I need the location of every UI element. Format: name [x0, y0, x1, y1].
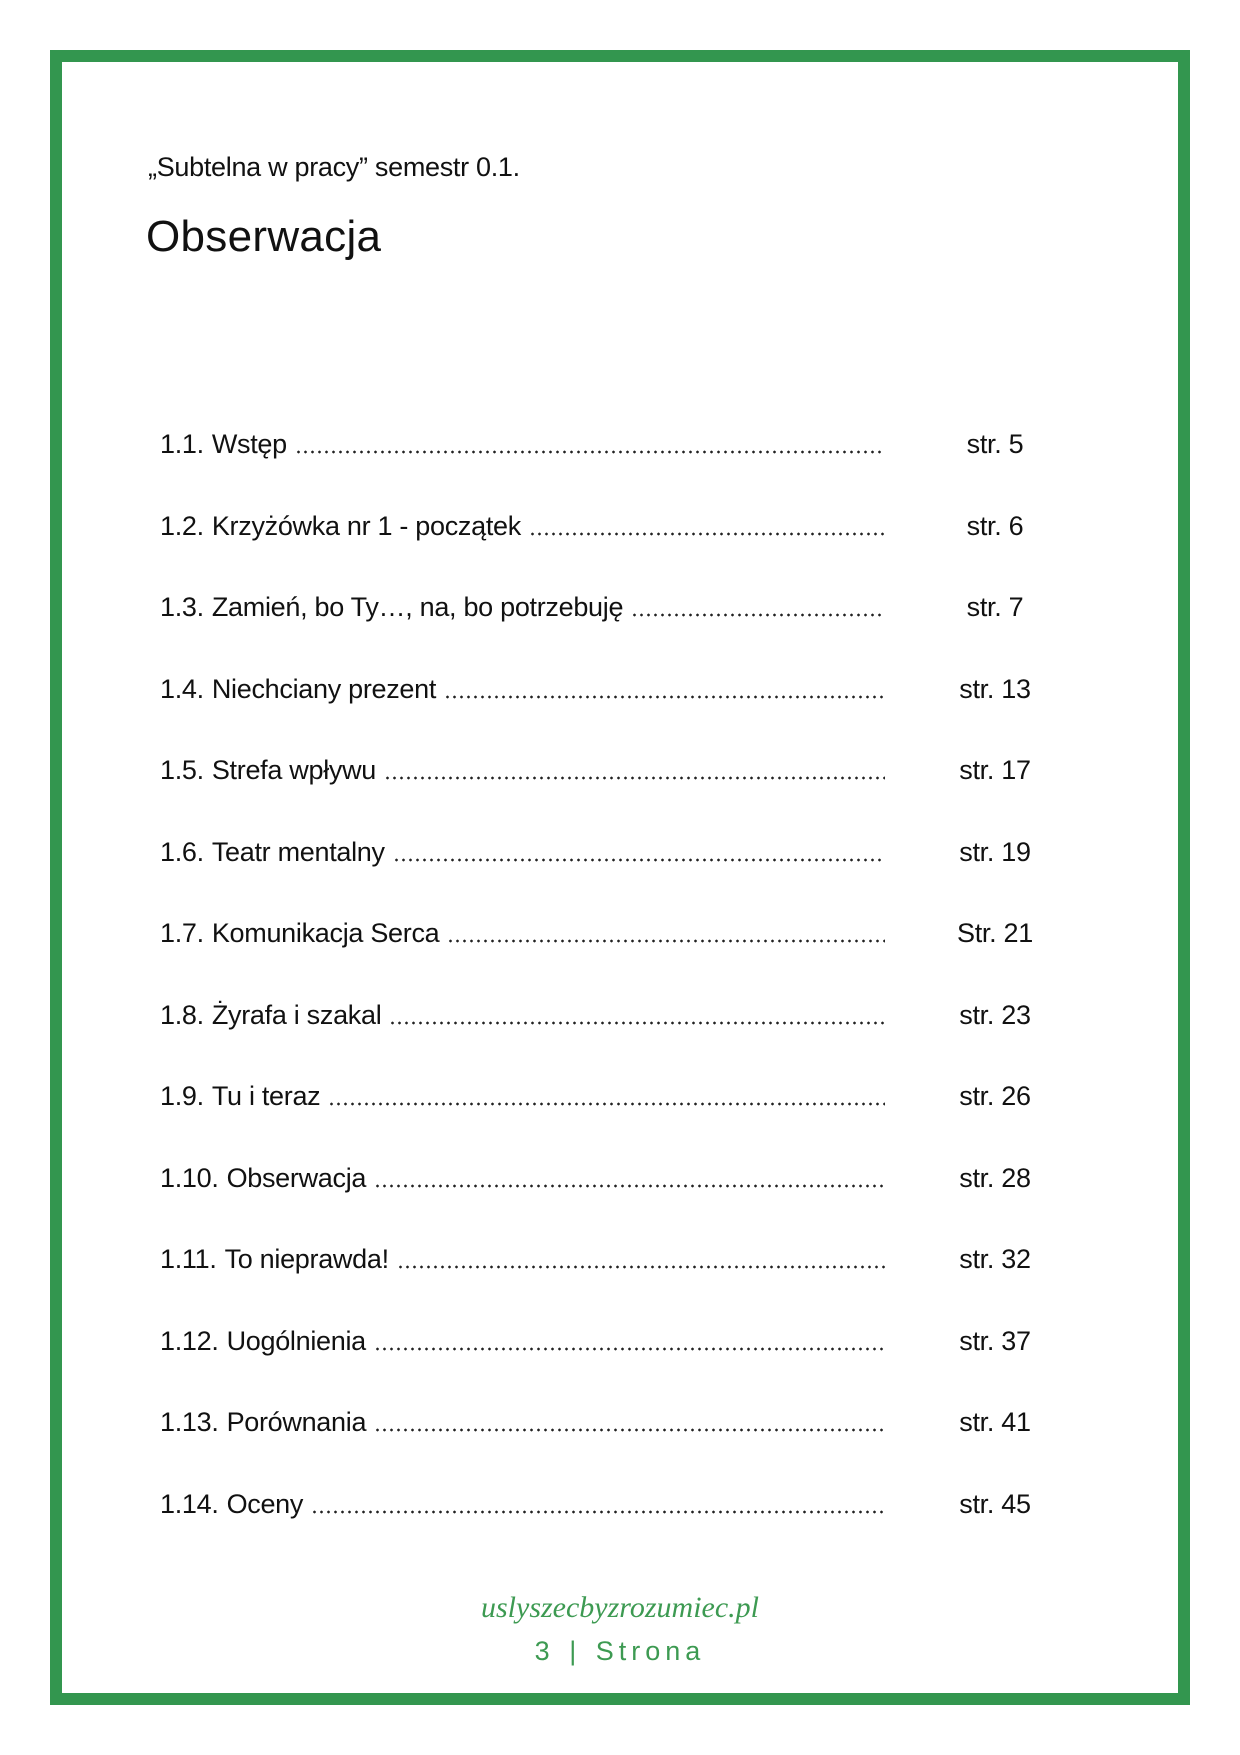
toc-entry: [160, 1404, 1060, 1486]
dot-leader: [444, 695, 885, 699]
toc-entry-label: Oceny: [226, 1488, 304, 1519]
toc-entry-label: Komunikacja Serca: [211, 918, 440, 948]
footer-website-link[interactable]: uslyszecbyzrozumiec.pl: [481, 1591, 759, 1624]
toc-entry-page[interactable]: str. 32: [959, 1244, 1031, 1274]
toc-entry-page[interactable]: Str. 21: [957, 918, 1033, 948]
dot-leader: [374, 1347, 885, 1351]
toc-entry-number: 1.11.: [160, 1244, 217, 1274]
dot-leader: [397, 1265, 885, 1269]
toc-entry-page[interactable]: str. 7: [966, 592, 1024, 622]
toc-entry: [160, 834, 1060, 916]
toc-entry-link[interactable]: [160, 1404, 885, 1440]
dot-leader: [295, 450, 885, 454]
toc-entry-number: 1.6.: [160, 836, 204, 867]
toc-entry-label: Teatr mentalny: [211, 836, 385, 867]
toc-entry-number: 1.4.: [160, 673, 204, 704]
toc-entry-number: 1.12.: [160, 1325, 219, 1356]
toc-entry-number: 1.5.: [160, 755, 204, 785]
toc-entry-page[interactable]: str. 28: [959, 1162, 1031, 1193]
toc-entry-page[interactable]: str. 23: [959, 999, 1031, 1030]
dot-leader: [374, 1428, 885, 1432]
toc-entry-link[interactable]: [160, 1241, 885, 1277]
dot-leader: [631, 613, 885, 617]
toc-entry-link[interactable]: [160, 1486, 885, 1522]
toc-entry: [160, 508, 1060, 590]
toc-entry-link[interactable]: [160, 1160, 885, 1196]
toc-entry-link[interactable]: [160, 1323, 885, 1359]
table-of-contents: [160, 426, 1060, 1567]
toc-entry-label: Wstęp: [211, 429, 287, 459]
toc-entry: [160, 1241, 1060, 1323]
toc-entry-label: Porównania: [226, 1407, 367, 1437]
dot-leader: [529, 532, 885, 536]
toc-entry-page[interactable]: str. 6: [966, 510, 1024, 541]
toc-entry-page[interactable]: str. 5: [966, 429, 1024, 459]
toc-entry-label: Obserwacja: [226, 1162, 367, 1193]
dot-leader: [447, 939, 885, 943]
toc-entry: [160, 426, 1060, 508]
toc-entry-link[interactable]: [160, 508, 885, 544]
toc-entry-link[interactable]: [160, 1078, 885, 1114]
toc-entry-link[interactable]: [160, 915, 885, 951]
toc-entry-page[interactable]: str. 17: [959, 755, 1031, 785]
toc-entry-link[interactable]: [160, 834, 885, 870]
toc-entry-number: 1.3.: [160, 592, 204, 622]
toc-entry-label: Tu i teraz: [211, 1081, 321, 1111]
page-word: Strona: [595, 1636, 706, 1666]
toc-entry-label: Strefa wpływu: [211, 755, 377, 785]
page-number: 3: [534, 1636, 555, 1666]
toc-entry-link[interactable]: [160, 752, 885, 788]
toc-entry-link[interactable]: [160, 426, 885, 462]
toc-entry-label: Zamień, bo Ty…, na, bo potrzebuję: [211, 592, 624, 622]
dot-leader: [393, 858, 885, 862]
toc-entry-number: 1.9.: [160, 1081, 204, 1111]
dot-leader: [374, 1184, 885, 1188]
toc-entry-label: Żyrafa i szakal: [211, 999, 382, 1030]
toc-entry-page[interactable]: str. 13: [959, 673, 1031, 704]
toc-entry-link[interactable]: [160, 671, 885, 707]
toc-entry-page[interactable]: str. 37: [959, 1325, 1031, 1356]
dot-leader: [384, 776, 885, 780]
toc-entry-label: Niechciany prezent: [211, 673, 437, 704]
toc-entry-link[interactable]: [160, 589, 885, 625]
toc-entry: [160, 752, 1060, 834]
document-subtitle: „Subtelna w pracy” semestr 0.1.: [148, 152, 520, 182]
toc-entry-page[interactable]: str. 19: [959, 836, 1031, 867]
toc-entry-number: 1.1.: [160, 429, 204, 459]
toc-entry-number: 1.14.: [160, 1488, 219, 1519]
dot-leader: [311, 1510, 885, 1514]
toc-entry-number: 1.7.: [160, 918, 204, 948]
toc-entry: [160, 1078, 1060, 1160]
toc-entry-number: 1.2.: [160, 510, 204, 541]
toc-entry: [160, 589, 1060, 671]
page-title: Obserwacja: [146, 212, 382, 261]
page-separator: |: [569, 1636, 582, 1666]
toc-entry: [160, 997, 1060, 1079]
toc-entry-page[interactable]: str. 41: [959, 1407, 1031, 1437]
toc-entry: [160, 915, 1060, 997]
toc-entry: [160, 1160, 1060, 1242]
toc-entry-label: Krzyżówka nr 1 - początek: [211, 510, 521, 541]
toc-entry-label: To nieprawda!: [224, 1244, 389, 1274]
toc-entry: [160, 1486, 1060, 1568]
dot-leader: [389, 1021, 885, 1025]
toc-entry-number: 1.8.: [160, 999, 204, 1030]
dot-leader: [328, 1102, 885, 1106]
toc-entry-page[interactable]: str. 45: [959, 1488, 1031, 1519]
toc-entry: [160, 1323, 1060, 1405]
toc-entry-number: 1.10.: [160, 1162, 219, 1193]
toc-entry-link[interactable]: [160, 997, 885, 1033]
toc-entry-page[interactable]: str. 26: [959, 1081, 1031, 1111]
footer-page-number: [0, 1634, 1240, 1668]
toc-entry-label: Uogólnienia: [226, 1325, 366, 1356]
toc-entry-number: 1.13.: [160, 1407, 219, 1437]
toc-entry: [160, 671, 1060, 753]
